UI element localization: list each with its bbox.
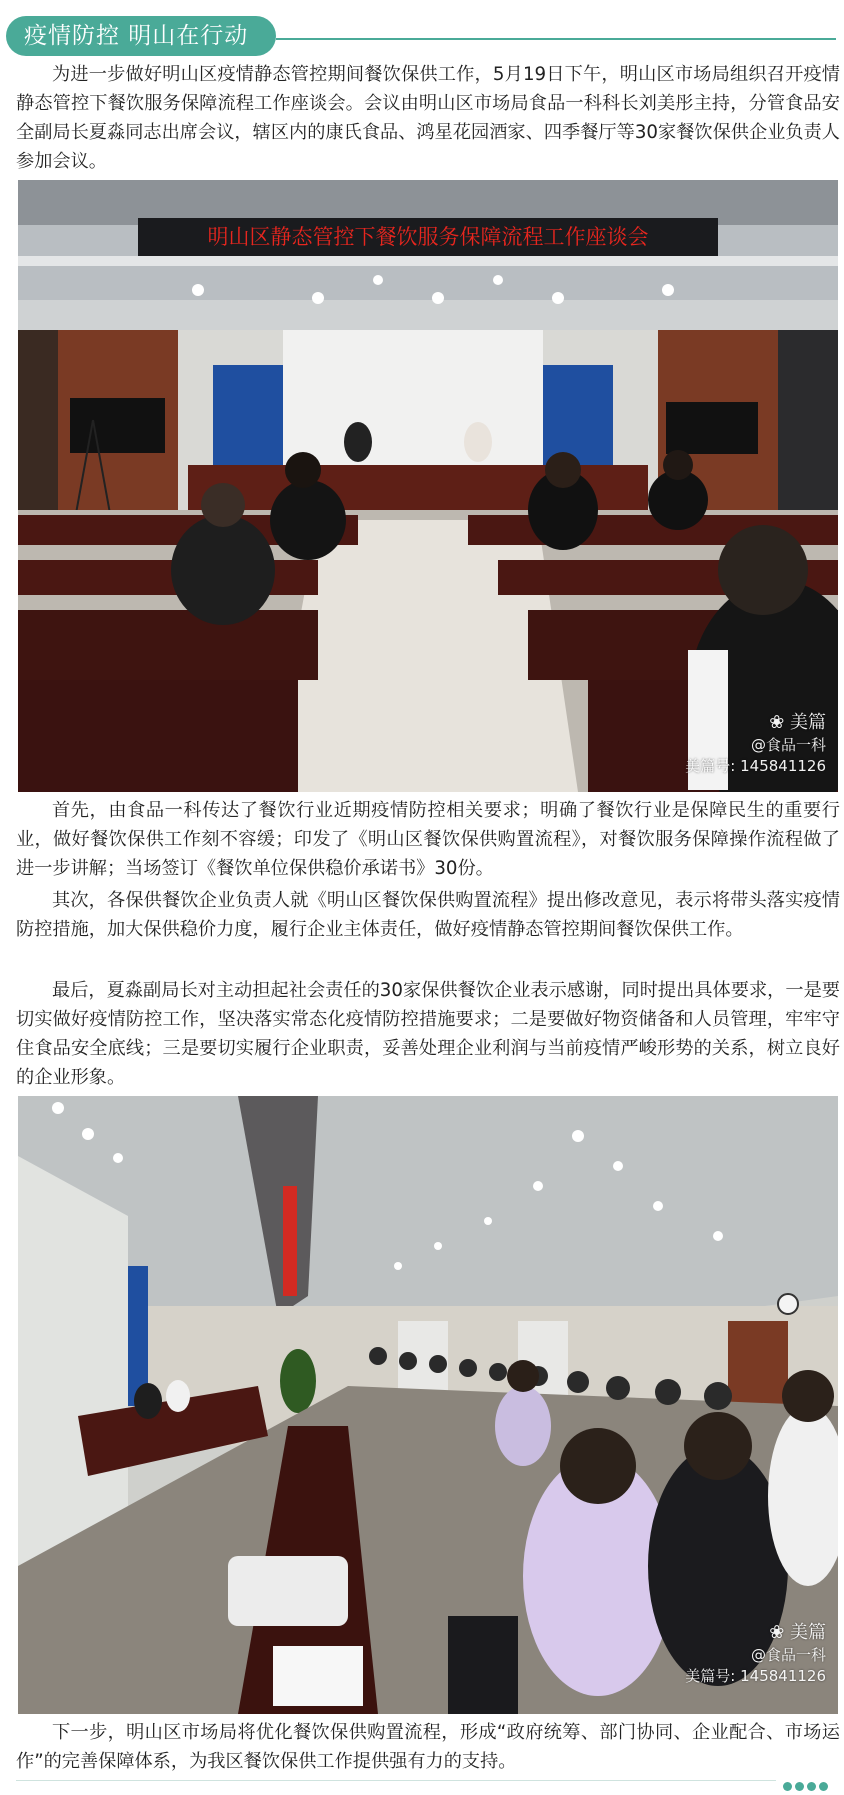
paragraph-second: 其次，各保供餐饮企业负责人就《明山区餐饮保供购置流程》提出修改意见，表示将带头落实疫情防控措施，加大保供稳价力度，履行企业主体责任，做好疫情静态管控期间餐饮保供工作。 xyxy=(16,890,840,940)
paragraph-next-step: 下一步，明山区市场局将优化餐饮保供购置流程，形成“政府统筹、部门协同、企业配合、市场运作”的完善保障体系，为我区餐饮保供工作提供强有力的支持。 xyxy=(16,1722,840,1772)
article-header xyxy=(0,12,844,62)
title-divider xyxy=(276,38,836,40)
section-title: 疫情防控 明山在行动 xyxy=(6,16,276,56)
photo-1-watermark xyxy=(685,708,826,776)
paragraph-first: 首先，由食品一科传达了餐饮行业近期疫情防控相关要求；明确了餐饮行业是保障民生的重要行业，做好餐饮保供工作刻不容缓；印发了《明山区餐饮保供购置流程》，对餐饮服务保障操作流程做了进一步讲解；当场签订《餐饮单位保供稳价承诺书》30份。 xyxy=(16,800,840,879)
paragraph-third: 最后，夏淼副局长对主动担起社会责任的30家保供餐饮企业表示感谢，同时提出具体要求，一是要切实做好疫情防控工作，坚决落实常态化疫情防控措施要求；二是要做好物资储备和人员管理，牢牢守住食品安全底线；三是要切实履行企业职责，妥善处理企业利润与当前疫情严峻形势的关系，树立良好的企业形象。 xyxy=(16,980,840,1088)
meeting-photo-1[interactable] xyxy=(18,180,838,792)
meipian-logo-watermark-2: ❀ 美篇 xyxy=(769,1622,826,1643)
footer-divider xyxy=(16,1780,776,1781)
paragraph-intro: 为进一步做好明山区疫情静态管控期间餐饮保供工作，5月19日下午，明山区市场局组织召开疫情静态管控下餐饮服务保障流程工作座谈会。会议由明山区市场局食品一科科长刘美彤主持，分管食品安全副局长夏淼同志出席会议，辖区内的康氏食品、鸿星花园酒家、四季餐厅等30家餐饮保供企业负责人参加会议。 xyxy=(16,64,840,172)
meipian-logo-watermark: ❀ 美篇 xyxy=(769,712,826,733)
photo-2-watermark xyxy=(685,1618,826,1686)
watermark-id-2: 美篇号: 145841126 xyxy=(685,1667,826,1685)
meeting-photo-1-image xyxy=(18,180,838,792)
meeting-photo-2[interactable] xyxy=(18,1096,838,1714)
watermark-id: 美篇号: 145841126 xyxy=(685,757,826,775)
watermark-author: @食品一科 xyxy=(750,736,826,754)
footer-dots-decoration xyxy=(780,1776,828,1795)
watermark-author-2: @食品一科 xyxy=(750,1646,826,1664)
led-banner-text: 明山区静态管控下餐饮服务保障流程工作座谈会 xyxy=(207,225,649,249)
